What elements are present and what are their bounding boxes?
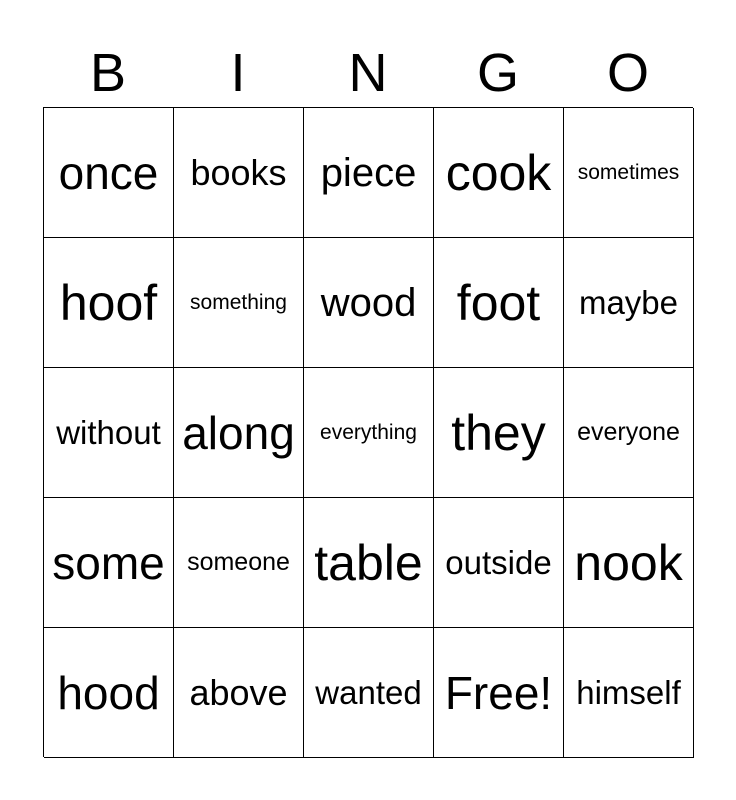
bingo-cell[interactable]: outside [434, 498, 564, 628]
bingo-cell[interactable]: without [44, 368, 174, 498]
bingo-cell[interactable]: hood [44, 628, 174, 758]
bingo-cell[interactable]: someone [174, 498, 304, 628]
header-letter-n: N [348, 43, 388, 103]
bingo-cell[interactable]: piece [304, 108, 434, 238]
bingo-cell[interactable]: himself [564, 628, 694, 758]
bingo-cell[interactable]: wanted [304, 628, 434, 758]
bingo-board [43, 107, 693, 757]
bingo-cell[interactable]: hoof [44, 238, 174, 368]
header-letter-b: B [89, 43, 127, 103]
header-letter-i: I [230, 43, 246, 103]
bingo-cell[interactable]: cook [434, 108, 564, 238]
bingo-cell[interactable]: maybe [564, 238, 694, 368]
header-letter-o: O [606, 43, 649, 103]
bingo-cell[interactable]: once [44, 108, 174, 238]
bingo-cell[interactable]: foot [434, 238, 564, 368]
bingo-cell[interactable]: something [174, 238, 304, 368]
bingo-cell[interactable]: along [174, 368, 304, 498]
bingo-cell[interactable]: nook [564, 498, 694, 628]
bingo-cell[interactable]: table [304, 498, 434, 628]
bingo-header [43, 40, 693, 106]
bingo-cell[interactable]: some [44, 498, 174, 628]
header-letter-g: G [476, 43, 519, 103]
bingo-cell[interactable]: sometimes [564, 108, 694, 238]
bingo-cell[interactable]: they [434, 368, 564, 498]
bingo-cell[interactable]: wood [304, 238, 434, 368]
bingo-cell[interactable]: everyone [564, 368, 694, 498]
bingo-cell[interactable]: above [174, 628, 304, 758]
bingo-cell[interactable]: books [174, 108, 304, 238]
free-space-cell[interactable]: Free! [434, 628, 564, 758]
bingo-cell[interactable]: everything [304, 368, 434, 498]
